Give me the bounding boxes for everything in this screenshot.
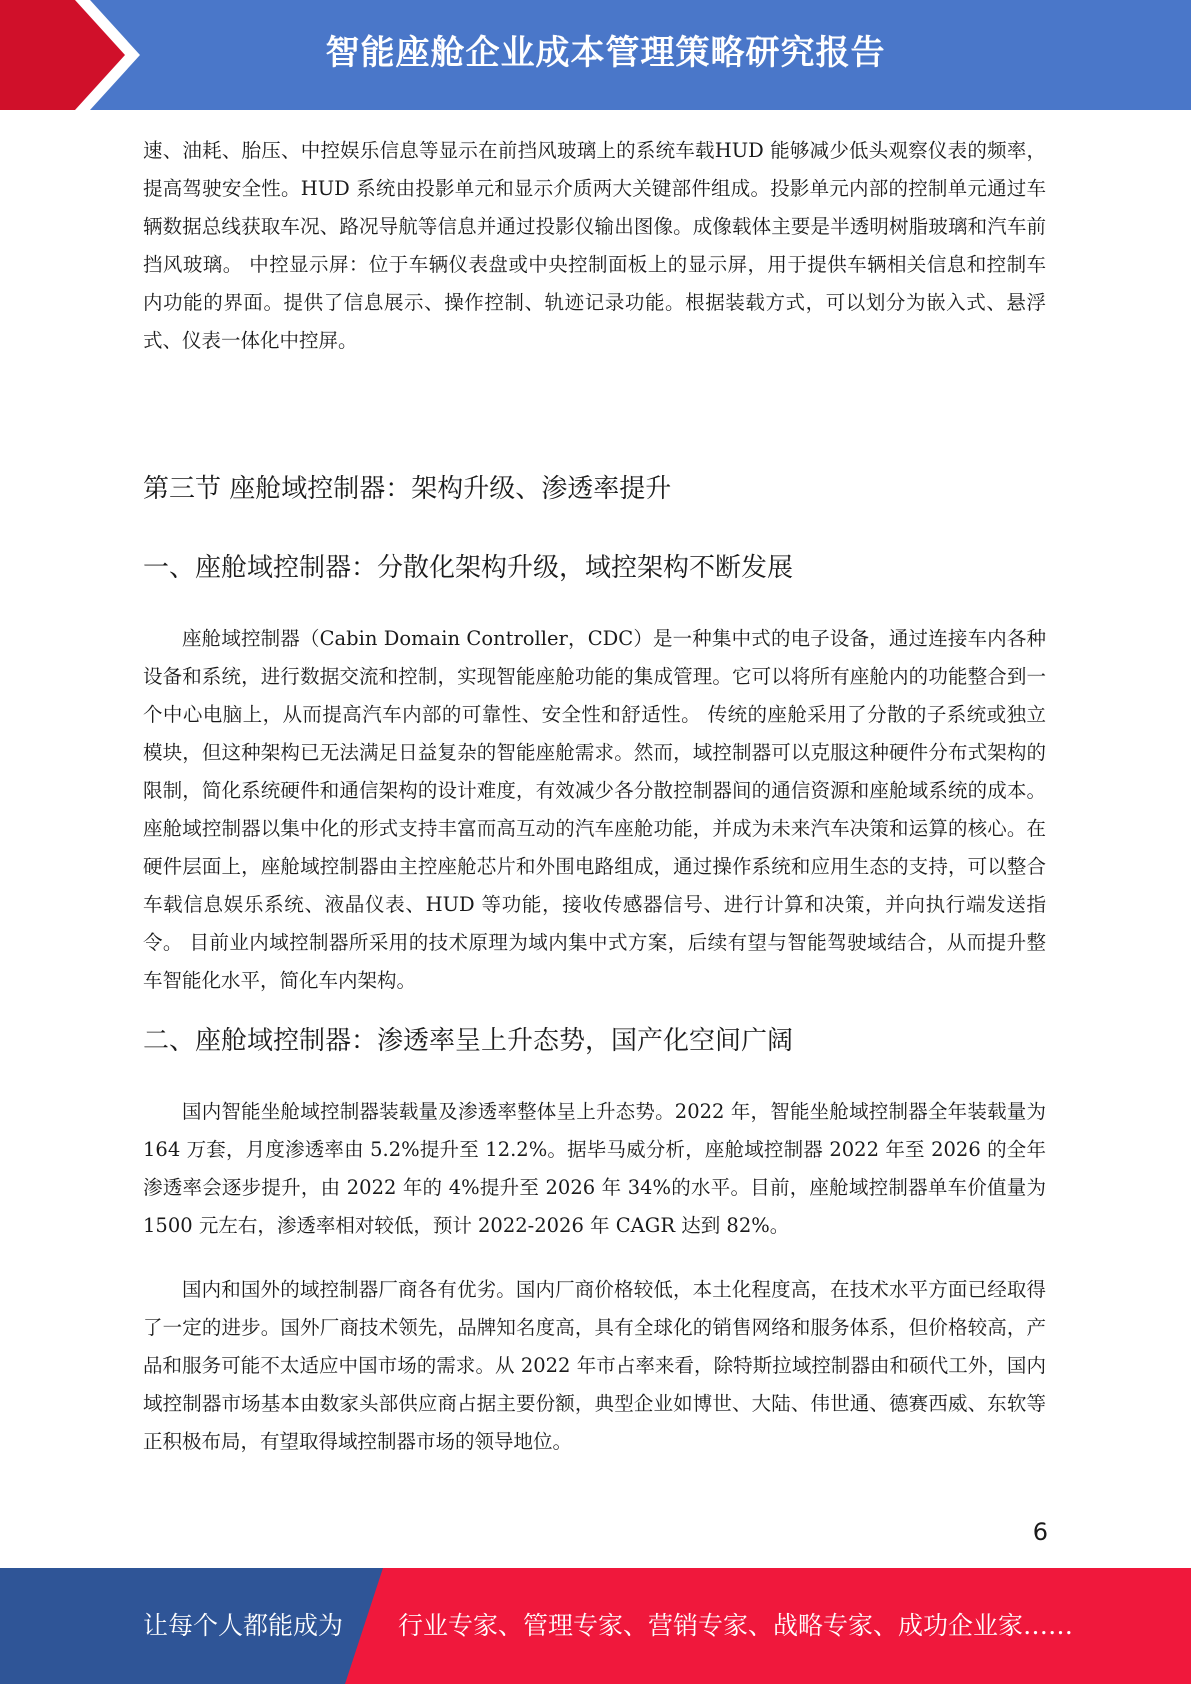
paragraph-cdc: 座舱域控制器（Cabin Domain Controller，CDC）是一种集中式的电子设备，通过连接车内各种设备和系统，进行数据交流和控制，实现智能座舱功能的集成管理。它可以将所有座舱内的功能整合到一个中心电脑上，从而提高汽车内部的可靠性、安全性和舒适性。 传统的座舱采用了分散的子系统或独立模块，但这种架构已无法满足日益复杂的智能座舱需求。然而，域控制器可以克服这种硬件分布式架构的限制，简化系统硬件和通信架构的设计难度，有效减少各分散控制器间的通信资源和座舱域系统的成本。座舱域控制器以集中化的形式支持丰富而高互动的汽车座舱功能，并成为未来汽车决策和运算的核心。在硬件层面上，座舱域控制器由主控座舱芯片和外围电路组成，通过操作系统和应用生态的支持，可以整合车载信息娱乐系统、液晶仪表、HUD 等功能，接收传感器信号、进行计算和决策，并向执行端发送指令。 目前业内域控制器所采用的技术原理为域内集中式方案，后续有望与智能驾驶域结合，从而提升整车智能化水平，简化车内架构。 [143,627,1046,992]
page-number: 6 [1032,1518,1048,1546]
paragraph-penetration: 国内智能坐舱域控制器装载量及渗透率整体呈上升态势。2022 年，智能坐舱域控制器全年装载量为 164 万套，月度渗透率由 5.2%提升至 12.2%。据毕马威分析，座舱域控制器 2022 年至 2026 的全年渗透率会逐步提升，由 2022 年的 4%提升至 2026 年 34%的水平。目前，座舱域控制器单车价值量为 1500 元左右，渗透率相对较低，预计 2022-2026 年 CAGR 达到 82%。 [143,1100,1046,1237]
paragraph-hud: 速、油耗、胎压、中控娱乐信息等显示在前挡风玻璃上的系统车载HUD 能够减少低头观察仪表的频率，提高驾驶安全性。HUD 系统由投影单元和显示介质两大关键部件组成。投影单元内部的控制单元通过车辆数据总线获取车况、路况导航等信息并通过投影仪输出图像。成像载体主要是半透明树脂玻璃和汽车前挡风玻璃。 中控显示屏：位于车辆仪表盘或中央控制面板上的显示屏，用于提供车辆相关信息和控制车内功能的界面。提供了信息展示、操作控制、轨迹记录功能。根据装载方式，可以划分为嵌入式、悬浮式、仪表一体化中控屏。 [143,139,1046,352]
footer-slogan-left: 让每个人都能成为 [143,1611,344,1640]
header-banner [0,0,1191,110]
footer-slogan-right: 行业专家、管理专家、营销专家、战略专家、成功企业家…… [398,1611,1074,1640]
heading-penetration: 二、座舱域控制器：渗透率呈上升态势，国产化空间广阔 [143,1026,794,1056]
paragraph-vendors: 国内和国外的域控制器厂商各有优劣。国内厂商价格较低，本土化程度高，在技术水平方面已经取得了一定的进步。国外厂商技术领先，品牌知名度高，具有全球化的销售网络和服务体系，但价格较高，产品和服务可能不太适应中国市场的需求。从 2022 年市占率来看，除特斯拉域控制器由和硕代工外，国内域控制器市场基本由数家头部供应商占据主要份额，典型企业如博世、大陆、伟世通、德赛西威、东软等正积极布局，有望取得域控制器市场的领导地位。 [143,1278,1046,1453]
footer-banner [0,1568,1191,1684]
section-title: 第三节 座舱域控制器：架构升级、渗透率提升 [143,474,672,504]
report-title: 智能座舱企业成本管理策略研究报告 [325,33,886,73]
page-content [143,132,1046,1461]
heading-architecture: 一、座舱域控制器：分散化架构升级，域控架构不断发展 [143,553,794,583]
